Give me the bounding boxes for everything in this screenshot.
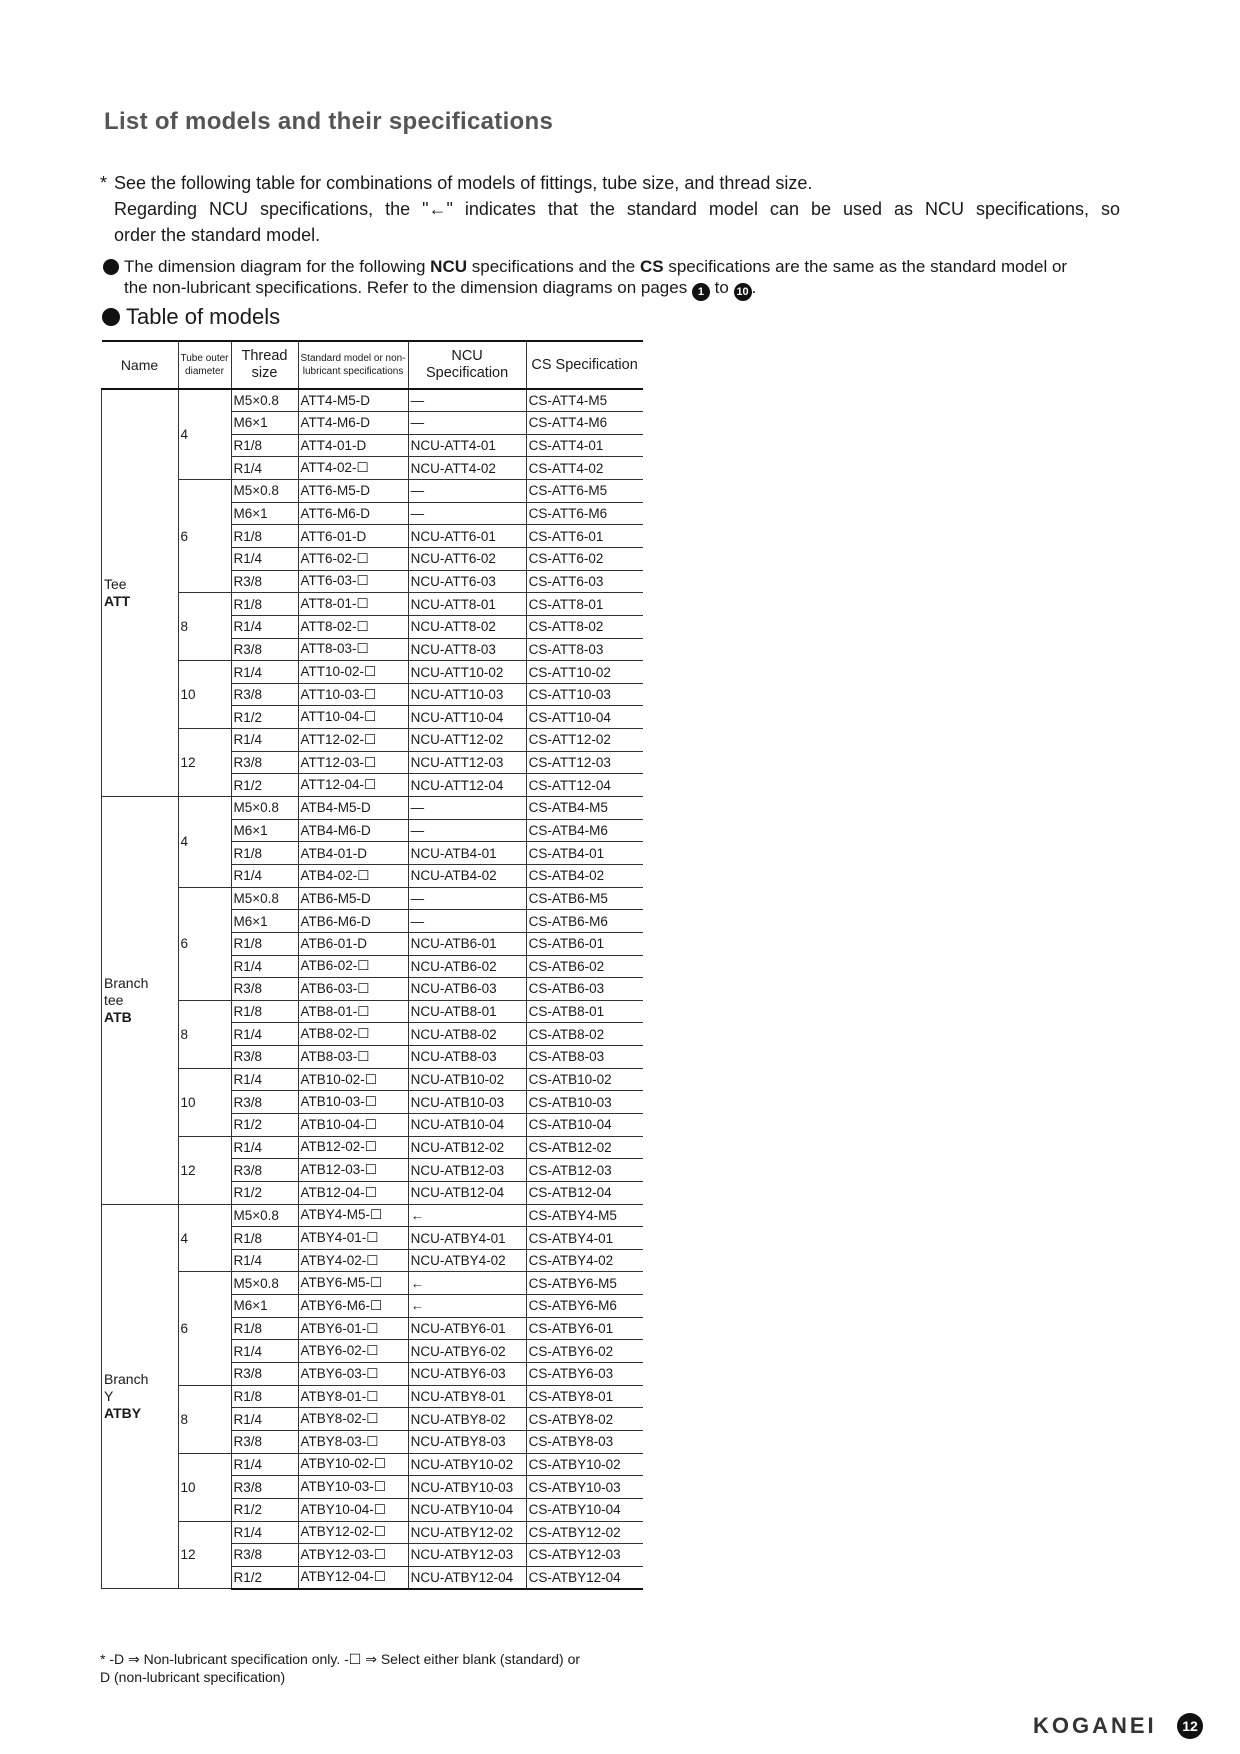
standard-model-cell: ATT6-03-☐	[298, 570, 408, 593]
tube-diameter-cell: 12	[178, 1521, 231, 1589]
cs-spec-cell: CS-ATB6-01	[526, 932, 643, 955]
thread-size-cell: M5×0.8	[231, 1204, 298, 1227]
column-header-thread: Thread size	[231, 341, 298, 389]
ncu-spec-cell: —	[408, 412, 526, 435]
table-row	[102, 1136, 643, 1159]
thread-size-cell: R1/4	[231, 729, 298, 752]
ncu-spec-cell: NCU-ATT6-03	[408, 570, 526, 593]
note1-line2: Regarding NCU specifications, the "←" indicates that the standard model can be used as NCU specifications, so	[114, 199, 1120, 219]
ncu-spec-cell: NCU-ATT4-02	[408, 457, 526, 480]
brand-logo: KOGANEI	[1033, 1713, 1157, 1738]
table-row	[102, 1204, 643, 1227]
section-heading: Table of models	[102, 304, 280, 330]
standard-model-cell: ATT10-03-☐	[298, 683, 408, 706]
cs-spec-cell: CS-ATB6-02	[526, 955, 643, 978]
table-row	[102, 1385, 643, 1408]
thread-size-cell: R1/4	[231, 1136, 298, 1159]
table-row	[102, 797, 643, 820]
cs-spec-cell: CS-ATB4-02	[526, 864, 643, 887]
standard-model-cell: ATB4-02-☐	[298, 864, 408, 887]
thread-size-cell: R1/4	[231, 1340, 298, 1363]
standard-model-cell: ATT8-03-☐	[298, 638, 408, 661]
ncu-spec-cell: NCU-ATBY8-01	[408, 1385, 526, 1408]
cs-spec-cell: CS-ATBY10-02	[526, 1453, 643, 1476]
standard-model-cell: ATB8-03-☐	[298, 1046, 408, 1069]
ncu-spec-cell: NCU-ATB4-02	[408, 864, 526, 887]
thread-size-cell: M6×1	[231, 502, 298, 525]
cs-spec-cell: CS-ATT4-02	[526, 457, 643, 480]
standard-model-cell: ATBY4-M5-☐	[298, 1204, 408, 1227]
thread-size-cell: R3/8	[231, 683, 298, 706]
table-row	[102, 729, 643, 752]
ncu-spec-cell: NCU-ATT6-01	[408, 525, 526, 548]
tube-diameter-cell: 6	[178, 1272, 231, 1385]
ncu-spec-cell: NCU-ATBY8-02	[408, 1408, 526, 1431]
standard-model-cell: ATT12-04-☐	[298, 774, 408, 797]
standard-model-cell: ATT4-02-☐	[298, 457, 408, 480]
ncu-spec-cell: —	[408, 797, 526, 820]
cs-spec-cell: CS-ATB12-02	[526, 1136, 643, 1159]
standard-model-cell: ATB10-04-☐	[298, 1114, 408, 1137]
thread-size-cell: R1/4	[231, 1408, 298, 1431]
standard-model-cell: ATB12-02-☐	[298, 1136, 408, 1159]
standard-model-cell: ATB4-01-D	[298, 842, 408, 865]
cs-spec-cell: CS-ATBY4-02	[526, 1249, 643, 1272]
cs-spec-cell: CS-ATB6-03	[526, 978, 643, 1001]
thread-size-cell: R1/4	[231, 661, 298, 684]
cs-spec-cell: CS-ATT4-M6	[526, 412, 643, 435]
column-header-standard-model: Standard model or non- lubricant specifications	[298, 341, 408, 389]
standard-model-cell: ATBY8-01-☐	[298, 1385, 408, 1408]
cs-spec-cell: CS-ATBY6-03	[526, 1363, 643, 1386]
thread-size-cell: R3/8	[231, 638, 298, 661]
cs-spec-cell: CS-ATB4-M5	[526, 797, 643, 820]
cs-spec-cell: CS-ATB10-03	[526, 1091, 643, 1114]
standard-model-cell: ATBY6-01-☐	[298, 1317, 408, 1340]
thread-size-cell: R1/8	[231, 1000, 298, 1023]
thread-size-cell: M5×0.8	[231, 887, 298, 910]
standard-model-cell: ATBY6-M5-☐	[298, 1272, 408, 1295]
thread-size-cell: R1/4	[231, 864, 298, 887]
column-header-ncu: NCU Specification	[408, 341, 526, 389]
table-row	[102, 661, 643, 684]
ncu-spec-cell: NCU-ATT12-03	[408, 751, 526, 774]
model-name-cell: Tee ATT	[102, 389, 179, 797]
thread-size-cell: M5×0.8	[231, 1272, 298, 1295]
cs-spec-cell: CS-ATT8-01	[526, 593, 643, 616]
thread-size-cell: R3/8	[231, 1544, 298, 1567]
thread-size-cell: R1/8	[231, 1385, 298, 1408]
tube-diameter-cell: 10	[178, 1068, 231, 1136]
ncu-spec-cell: NCU-ATT8-03	[408, 638, 526, 661]
note2-line1: The dimension diagram for the following NCU specifications and the CS specifications are the same as the standard model or	[124, 257, 1068, 276]
thread-size-cell: R1/4	[231, 1068, 298, 1091]
cs-spec-cell: CS-ATT6-01	[526, 525, 643, 548]
cs-spec-cell: CS-ATB4-01	[526, 842, 643, 865]
table-row	[102, 1272, 643, 1295]
model-name-cell: Branch Y ATBY	[102, 1204, 179, 1589]
cs-spec-cell: CS-ATBY12-02	[526, 1521, 643, 1544]
thread-size-cell: R3/8	[231, 1046, 298, 1069]
standard-model-cell: ATT4-01-D	[298, 434, 408, 457]
cs-spec-cell: CS-ATB10-04	[526, 1114, 643, 1137]
ncu-spec-cell: NCU-ATT4-01	[408, 434, 526, 457]
ncu-spec-cell: NCU-ATB8-02	[408, 1023, 526, 1046]
tube-diameter-cell: 6	[178, 887, 231, 1000]
tube-diameter-cell: 12	[178, 1136, 231, 1204]
cs-spec-cell: CS-ATBY10-03	[526, 1476, 643, 1499]
tube-diameter-cell: 8	[178, 1385, 231, 1453]
tube-diameter-cell: 4	[178, 389, 231, 480]
standard-model-cell: ATT4-M5-D	[298, 389, 408, 412]
standard-model-cell: ATB6-M6-D	[298, 910, 408, 933]
thread-size-cell: M6×1	[231, 1295, 298, 1318]
footnote	[100, 1650, 630, 1686]
thread-size-cell: R1/2	[231, 1566, 298, 1589]
standard-model-cell: ATB4-M5-D	[298, 797, 408, 820]
thread-size-cell: R1/4	[231, 1249, 298, 1272]
cs-spec-cell: CS-ATT12-03	[526, 751, 643, 774]
thread-size-cell: R1/2	[231, 1181, 298, 1204]
standard-model-cell: ATBY10-04-☐	[298, 1498, 408, 1521]
cs-spec-cell: CS-ATB12-04	[526, 1181, 643, 1204]
table-row	[102, 1068, 643, 1091]
ncu-spec-cell: NCU-ATT10-04	[408, 706, 526, 729]
table-row	[102, 389, 643, 412]
standard-model-cell: ATBY6-03-☐	[298, 1363, 408, 1386]
thread-size-cell: R1/8	[231, 434, 298, 457]
model-name-cell: Branch tee ATB	[102, 797, 179, 1205]
cs-spec-cell: CS-ATT8-03	[526, 638, 643, 661]
ncu-spec-cell: NCU-ATBY6-01	[408, 1317, 526, 1340]
thread-size-cell: M6×1	[231, 910, 298, 933]
tube-diameter-cell: 12	[178, 729, 231, 797]
standard-model-cell: ATB12-03-☐	[298, 1159, 408, 1182]
cs-spec-cell: CS-ATB12-03	[526, 1159, 643, 1182]
cs-spec-cell: CS-ATBY12-04	[526, 1566, 643, 1589]
ncu-spec-cell: NCU-ATBY10-04	[408, 1498, 526, 1521]
standard-model-cell: ATB6-M5-D	[298, 887, 408, 910]
thread-size-cell: R3/8	[231, 1476, 298, 1499]
thread-size-cell: R1/4	[231, 457, 298, 480]
thread-size-cell: R1/8	[231, 1227, 298, 1250]
standard-model-cell: ATBY4-01-☐	[298, 1227, 408, 1250]
cs-spec-cell: CS-ATB8-01	[526, 1000, 643, 1023]
standard-model-cell: ATT6-M6-D	[298, 502, 408, 525]
ncu-spec-cell: NCU-ATB6-03	[408, 978, 526, 1001]
table-header-row	[102, 341, 643, 389]
cs-spec-cell: CS-ATBY6-01	[526, 1317, 643, 1340]
standard-model-cell: ATBY8-03-☐	[298, 1430, 408, 1453]
ncu-spec-cell: —	[408, 502, 526, 525]
ncu-spec-cell: NCU-ATB12-03	[408, 1159, 526, 1182]
standard-model-cell: ATB10-02-☐	[298, 1068, 408, 1091]
table-row	[102, 1000, 643, 1023]
standard-model-cell: ATBY10-03-☐	[298, 1476, 408, 1499]
thread-size-cell: R3/8	[231, 751, 298, 774]
standard-model-cell: ATBY6-02-☐	[298, 1340, 408, 1363]
cs-spec-cell: CS-ATT6-M6	[526, 502, 643, 525]
bullet-icon	[103, 259, 119, 275]
tube-diameter-cell: 10	[178, 1453, 231, 1521]
ncu-spec-cell: NCU-ATB12-04	[408, 1181, 526, 1204]
cs-spec-cell: CS-ATT12-04	[526, 774, 643, 797]
cs-spec-cell: CS-ATBY6-M5	[526, 1272, 643, 1295]
ncu-spec-cell: ←	[408, 1272, 526, 1295]
standard-model-cell: ATBY8-02-☐	[298, 1408, 408, 1431]
standard-model-cell: ATB8-01-☐	[298, 1000, 408, 1023]
cs-spec-cell: CS-ATBY6-02	[526, 1340, 643, 1363]
standard-model-cell: ATT12-03-☐	[298, 751, 408, 774]
thread-size-cell: R1/4	[231, 1453, 298, 1476]
standard-model-cell: ATBY12-03-☐	[298, 1544, 408, 1567]
cs-spec-cell: CS-ATB6-M6	[526, 910, 643, 933]
tube-diameter-cell: 4	[178, 797, 231, 888]
standard-model-cell: ATB12-04-☐	[298, 1181, 408, 1204]
thread-size-cell: R3/8	[231, 1159, 298, 1182]
column-header-name: Name	[102, 341, 179, 389]
ncu-spec-cell: NCU-ATB8-01	[408, 1000, 526, 1023]
thread-size-cell: R3/8	[231, 1363, 298, 1386]
table-row	[102, 593, 643, 616]
ncu-spec-cell: NCU-ATBY4-02	[408, 1249, 526, 1272]
note2-line2: the non-lubricant specifications. Refer to the dimension diagrams on pages 1 to 10 .	[124, 277, 1120, 301]
thread-size-cell: M5×0.8	[231, 389, 298, 412]
ncu-spec-cell: NCU-ATT8-02	[408, 615, 526, 638]
cs-spec-cell: CS-ATB4-M6	[526, 819, 643, 842]
standard-model-cell: ATB6-02-☐	[298, 955, 408, 978]
ncu-spec-cell: —	[408, 480, 526, 503]
cs-spec-cell: CS-ATB10-02	[526, 1068, 643, 1091]
cs-spec-cell: CS-ATBY8-01	[526, 1385, 643, 1408]
ncu-spec-cell: ←	[408, 1204, 526, 1227]
ncu-spec-cell: NCU-ATB12-02	[408, 1136, 526, 1159]
cs-spec-cell: CS-ATT6-02	[526, 547, 643, 570]
page-ref-badge: 10	[734, 283, 752, 301]
ncu-spec-cell: NCU-ATT12-02	[408, 729, 526, 752]
cs-spec-cell: CS-ATBY4-01	[526, 1227, 643, 1250]
thread-size-cell: R1/4	[231, 1521, 298, 1544]
cs-spec-cell: CS-ATT8-02	[526, 615, 643, 638]
standard-model-cell: ATT8-02-☐	[298, 615, 408, 638]
page-ref-badge: 1	[692, 283, 710, 301]
ncu-spec-cell: NCU-ATBY10-03	[408, 1476, 526, 1499]
ncu-spec-cell: NCU-ATB6-01	[408, 932, 526, 955]
page-title: List of models and their specifications	[104, 108, 554, 135]
ncu-spec-cell: —	[408, 887, 526, 910]
cs-spec-cell: CS-ATT10-02	[526, 661, 643, 684]
ncu-spec-cell: —	[408, 910, 526, 933]
cs-spec-cell: CS-ATT10-04	[526, 706, 643, 729]
cs-spec-cell: CS-ATT4-M5	[526, 389, 643, 412]
thread-size-cell: R1/4	[231, 1023, 298, 1046]
cs-spec-cell: CS-ATB6-M5	[526, 887, 643, 910]
tube-diameter-cell: 8	[178, 1000, 231, 1068]
cs-spec-cell: CS-ATBY10-04	[526, 1498, 643, 1521]
thread-size-cell: R3/8	[231, 1430, 298, 1453]
cs-spec-cell: CS-ATT6-03	[526, 570, 643, 593]
standard-model-cell: ATT10-04-☐	[298, 706, 408, 729]
table-row	[102, 1453, 643, 1476]
ncu-spec-cell: NCU-ATT10-02	[408, 661, 526, 684]
thread-size-cell: R1/8	[231, 842, 298, 865]
thread-size-cell: R1/4	[231, 547, 298, 570]
note1-line1: See the following table for combinations of models of fittings, tube size, and thread size.	[114, 173, 813, 193]
tube-diameter-cell: 8	[178, 593, 231, 661]
notes	[100, 170, 1120, 301]
standard-model-cell: ATT6-01-D	[298, 525, 408, 548]
cs-spec-cell: CS-ATB8-02	[526, 1023, 643, 1046]
thread-size-cell: M5×0.8	[231, 797, 298, 820]
cs-spec-cell: CS-ATBY8-03	[526, 1430, 643, 1453]
standard-model-cell: ATBY6-M6-☐	[298, 1295, 408, 1318]
note-dimension-diagram	[100, 256, 1120, 301]
standard-model-cell: ATB6-01-D	[298, 932, 408, 955]
ncu-spec-cell: —	[408, 819, 526, 842]
standard-model-cell: ATT12-02-☐	[298, 729, 408, 752]
standard-model-cell: ATT6-02-☐	[298, 547, 408, 570]
note1-line3: order the standard model.	[114, 225, 321, 245]
cs-spec-cell: CS-ATBY8-02	[526, 1408, 643, 1431]
ncu-spec-cell: NCU-ATBY4-01	[408, 1227, 526, 1250]
thread-size-cell: R3/8	[231, 1091, 298, 1114]
standard-model-cell: ATB4-M6-D	[298, 819, 408, 842]
models-table-body	[102, 389, 643, 1589]
models-table	[101, 340, 643, 1590]
ncu-spec-cell: NCU-ATBY8-03	[408, 1430, 526, 1453]
ncu-spec-cell: ←	[408, 1295, 526, 1318]
standard-model-cell: ATB6-03-☐	[298, 978, 408, 1001]
table-row	[102, 1521, 643, 1544]
cs-spec-cell: CS-ATBY4-M5	[526, 1204, 643, 1227]
standard-model-cell: ATBY12-04-☐	[298, 1566, 408, 1589]
thread-size-cell: R1/4	[231, 615, 298, 638]
table-row	[102, 887, 643, 910]
table-row	[102, 480, 643, 503]
standard-model-cell: ATBY10-02-☐	[298, 1453, 408, 1476]
cs-spec-cell: CS-ATT6-M5	[526, 480, 643, 503]
ncu-spec-cell: NCU-ATT8-01	[408, 593, 526, 616]
cs-spec-cell: CS-ATBY12-03	[526, 1544, 643, 1567]
ncu-spec-cell: —	[408, 389, 526, 412]
ncu-spec-cell: NCU-ATT12-04	[408, 774, 526, 797]
thread-size-cell: R1/4	[231, 955, 298, 978]
ncu-spec-cell: NCU-ATBY12-03	[408, 1544, 526, 1567]
ncu-spec-cell: NCU-ATB10-03	[408, 1091, 526, 1114]
cs-spec-cell: CS-ATBY6-M6	[526, 1295, 643, 1318]
ncu-spec-cell: NCU-ATT6-02	[408, 547, 526, 570]
ncu-spec-cell: NCU-ATB10-02	[408, 1068, 526, 1091]
thread-size-cell: M6×1	[231, 819, 298, 842]
thread-size-cell: M6×1	[231, 412, 298, 435]
thread-size-cell: R1/8	[231, 593, 298, 616]
thread-size-cell: M5×0.8	[231, 480, 298, 503]
thread-size-cell: R1/2	[231, 706, 298, 729]
tube-diameter-cell: 6	[178, 480, 231, 593]
footnote-line1: * -D ⇒ Non-lubricant specification only. -☐ ⇒ Select either blank (standard) or	[100, 1651, 581, 1667]
thread-size-cell: R1/2	[231, 1498, 298, 1521]
standard-model-cell: ATBY12-02-☐	[298, 1521, 408, 1544]
cs-spec-cell: CS-ATT10-03	[526, 683, 643, 706]
ncu-spec-cell: NCU-ATB8-03	[408, 1046, 526, 1069]
ncu-spec-cell: NCU-ATBY10-02	[408, 1453, 526, 1476]
page-number-badge: 12	[1177, 1713, 1203, 1739]
ncu-spec-cell: NCU-ATBY12-04	[408, 1566, 526, 1589]
note-combinations	[100, 170, 1120, 248]
thread-size-cell: R3/8	[231, 978, 298, 1001]
column-header-tube: Tube outer diameter	[178, 341, 231, 389]
cs-spec-cell: CS-ATT4-01	[526, 434, 643, 457]
cs-spec-cell: CS-ATB8-03	[526, 1046, 643, 1069]
cs-spec-cell: CS-ATT12-02	[526, 729, 643, 752]
ncu-spec-cell: NCU-ATBY6-02	[408, 1340, 526, 1363]
ncu-spec-cell: NCU-ATB6-02	[408, 955, 526, 978]
column-header-cs: CS Specification	[526, 341, 643, 389]
thread-size-cell: R1/2	[231, 774, 298, 797]
thread-size-cell: R1/8	[231, 525, 298, 548]
thread-size-cell: R1/8	[231, 1317, 298, 1340]
ncu-spec-cell: NCU-ATBY6-03	[408, 1363, 526, 1386]
ncu-spec-cell: NCU-ATT10-03	[408, 683, 526, 706]
thread-size-cell: R3/8	[231, 570, 298, 593]
tube-diameter-cell: 4	[178, 1204, 231, 1272]
ncu-spec-cell: NCU-ATB4-01	[408, 842, 526, 865]
standard-model-cell: ATT4-M6-D	[298, 412, 408, 435]
tube-diameter-cell: 10	[178, 661, 231, 729]
thread-size-cell: R1/8	[231, 932, 298, 955]
note-asterisk: *	[100, 173, 108, 193]
standard-model-cell: ATB10-03-☐	[298, 1091, 408, 1114]
bullet-icon	[102, 308, 120, 326]
standard-model-cell: ATT8-01-☐	[298, 593, 408, 616]
ncu-spec-cell: NCU-ATBY12-02	[408, 1521, 526, 1544]
standard-model-cell: ATT6-M5-D	[298, 480, 408, 503]
thread-size-cell: R1/2	[231, 1114, 298, 1137]
ncu-spec-cell: NCU-ATB10-04	[408, 1114, 526, 1137]
footnote-line2: D (non-lubricant specification)	[100, 1669, 286, 1685]
standard-model-cell: ATBY4-02-☐	[298, 1249, 408, 1272]
standard-model-cell: ATT10-02-☐	[298, 661, 408, 684]
standard-model-cell: ATB8-02-☐	[298, 1023, 408, 1046]
